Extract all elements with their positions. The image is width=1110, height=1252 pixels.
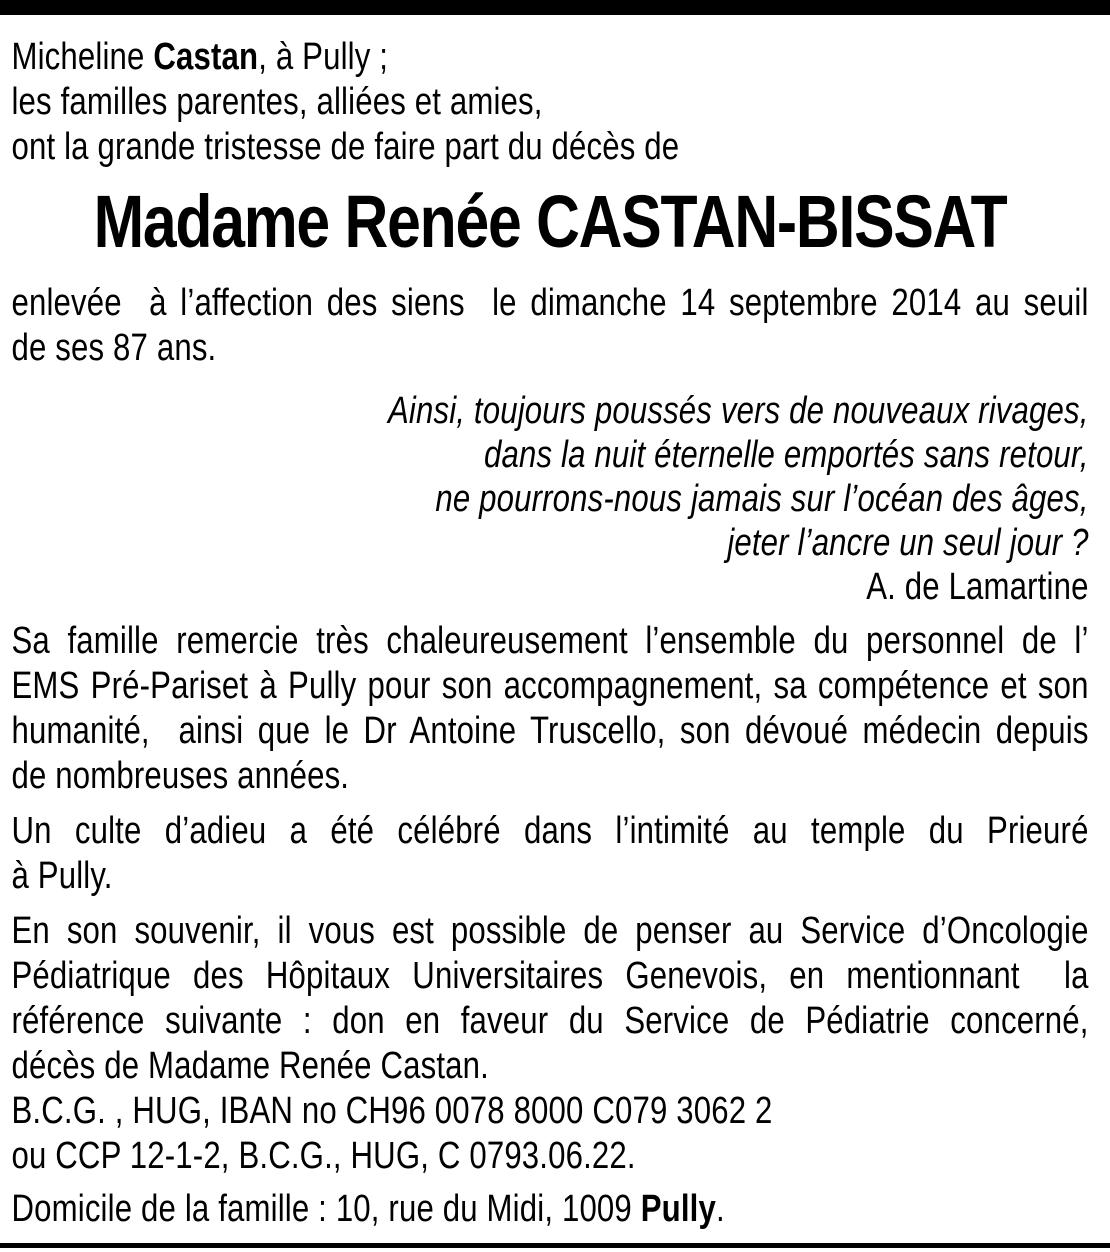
thanks-paragraph: [11, 619, 1088, 799]
residence-post: .: [715, 1188, 725, 1230]
poem-line-2: dans la nuit éternelle emportés sans retour,: [483, 434, 1089, 476]
intro-line-2: les familles parentes, alliées et amies,: [11, 81, 543, 123]
intro-line-1: [11, 35, 1088, 80]
ceremony-paragraph: [11, 809, 1088, 899]
donation-line-4: décès de Madame Renée Castan.: [11, 1045, 489, 1087]
residence-line: [11, 1187, 1088, 1232]
death-info-line-2: de ses 87 ans.: [11, 327, 217, 369]
intro-block: [11, 35, 1088, 170]
donation-line-2: Pédiatrique des Hôpitaux Universitaires Genevois, en mentionnant la: [11, 955, 1089, 997]
death-info-line-1: enlevée à l’affection des siens le dimanche 14 septembre 2014 au seuil: [11, 282, 1089, 324]
donation-line-3: référence suivante : don en faveur du Service de Pédiatrie concerné,: [11, 1000, 1089, 1042]
intro-line-1-pre: Micheline: [11, 36, 154, 78]
death-info-block: [11, 281, 1088, 371]
donation-line-1: En son souvenir, il vous est possible de penser au Service d’Oncologie: [11, 910, 1089, 952]
donation-iban-line: B.C.G. , HUG, IBAN no CH96 0078 8000 C079 3062 2: [11, 1090, 773, 1132]
obituary-notice: [0, 15, 1110, 1232]
intro-family-name: Castan: [153, 36, 259, 78]
intro-line-3: ont la grande tristesse de faire part du décès de: [11, 126, 680, 168]
ceremony-line-1: Un culte d’adieu a été célébré dans l’intimité au temple du Prieuré: [11, 810, 1089, 852]
thanks-line-4: de nombreuses années.: [11, 755, 350, 797]
poem-line-3: ne pourrons-nous jamais sur l’océan des âges,: [435, 478, 1089, 520]
residence-city: Pully: [640, 1188, 716, 1230]
thanks-line-1: Sa famille remercie très chaleureusement l’ensemble du personnel de l’: [11, 620, 1089, 662]
residence-pre: Domicile de la famille : 10, rue du Midi, 1009: [11, 1188, 641, 1230]
poem-attribution: A. de Lamartine: [866, 566, 1089, 608]
poem-block: [11, 389, 1088, 609]
ceremony-line-2: à Pully.: [11, 855, 113, 897]
bottom-border-rule: [0, 1243, 1110, 1248]
intro-line-1-post: , à Pully ;: [258, 36, 389, 78]
poem-line-1: Ainsi, toujours poussés vers de nouveaux rivages,: [387, 390, 1089, 432]
thanks-line-2: EMS Pré-Pariset à Pully pour son accompagnement, sa compétence et son: [11, 665, 1089, 707]
thanks-line-3: humanité, ainsi que le Dr Antoine Truscello, son dévoué médecin depuis: [11, 710, 1089, 752]
poem-line-4: jeter l’ancre un seul jour ?: [727, 522, 1089, 564]
deceased-name-title: Madame Renée CASTAN-BISSAT: [93, 180, 1007, 263]
top-border-bar: [0, 0, 1110, 15]
donation-ccp-line: ou CCP 12-1-2, B.C.G., HUG, C 0793.06.22.: [11, 1135, 636, 1177]
donation-paragraph: [11, 909, 1088, 1179]
